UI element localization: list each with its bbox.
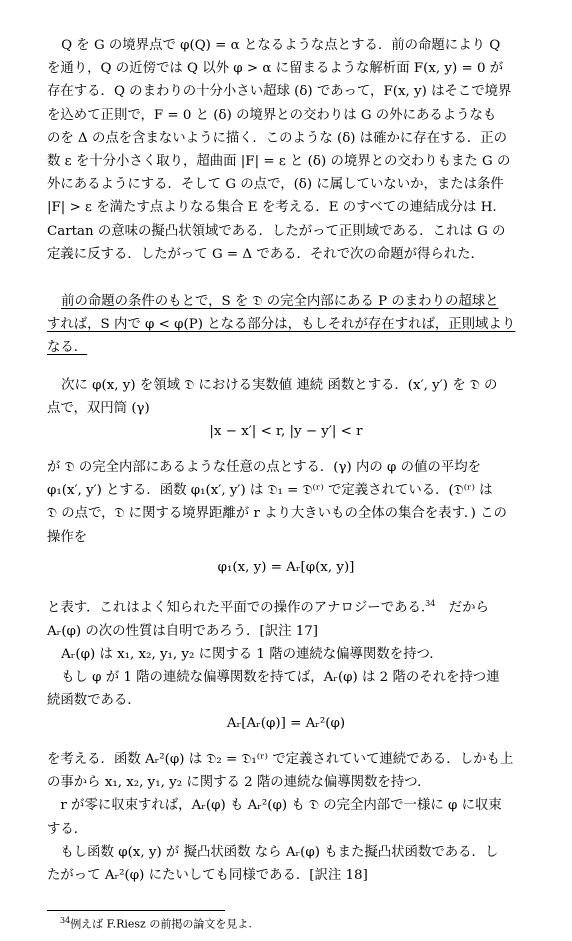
paragraph-3 bbox=[47, 456, 525, 549]
line: を考える．函数 Aᵣ²(φ) は 𝔇₂ = 𝔇₁⁽ʳ⁾ で定義されていて連続である．しかも上 bbox=[47, 752, 514, 767]
line: たがって Aᵣ²(φ) にたいしても同様である．[訳注 18] bbox=[47, 868, 368, 884]
line: 定義に反する．したがって G = Δ である．それで次の命題が得られた． bbox=[47, 246, 484, 262]
line: 𝔇 の点で，𝔇 に関する境界距離が r より大きいもの全体の集合を表す．) この bbox=[47, 506, 507, 522]
equation-square: Aᵣ[Aᵣ(φ)] = Aᵣ²(φ) bbox=[226, 716, 346, 731]
footnote-mark: 34 bbox=[425, 599, 436, 608]
line bbox=[47, 592, 525, 620]
line: Aᵣ(φ) の次の性質は自明であろう．[訳注 17] bbox=[47, 623, 319, 639]
line: する． bbox=[47, 821, 88, 837]
equation-operator: φ₁(x, y) = Aᵣ[φ(x, y)] bbox=[217, 560, 355, 575]
line: が 𝔇 の完全内部にあるような任意の点とする．(γ) 内の φ の値の平均を bbox=[47, 460, 481, 475]
theorem-line: 前の命題の条件のもとで，S を 𝔇 の完全内部にある P のまわりの超球と bbox=[61, 294, 499, 309]
line: 操作を bbox=[47, 529, 88, 545]
paragraph-2 bbox=[47, 374, 525, 420]
paragraph-4 bbox=[47, 592, 525, 712]
line: Q を G の境界点で φ(Q) = α となるような点とする．前の命題により Q bbox=[61, 38, 501, 53]
theorem-line: なる． bbox=[47, 340, 88, 356]
line: を込めて正則で，F = 0 と (δ) の境界との交わりは G の外にあるようなも bbox=[47, 107, 497, 123]
line-text: と表す．これはよく知られた平面での操作のアナロジーである. bbox=[47, 600, 426, 616]
line: 点で，双円筒 (γ) bbox=[47, 401, 150, 417]
equation-bicylinder: |x − x′| < r, |y − y′| < r bbox=[209, 424, 363, 439]
line: 次に φ(x, y) を領域 𝔇 における実数値 連続 函数とする．(x′, y′) を 𝔇 の bbox=[61, 378, 498, 393]
paragraph-1 bbox=[47, 34, 525, 266]
line: もし函数 φ(x, y) が 擬凸状函数 なら Aᵣ(φ) もまた擬凸状函数である．し bbox=[47, 844, 499, 860]
line: r が零に収束すれば，Aᵣ(φ) も Aᵣ²(φ) も 𝔇 の完全内部で一様に φ に収束 bbox=[47, 798, 502, 814]
line: 存在する．Q のまわりの十分小さい超球 (δ) であって，F(x, y) はそこで境界 bbox=[47, 84, 512, 100]
line: のを Δ の点を含まないように描く．このような (δ) は確かに存在する．正の bbox=[47, 130, 508, 146]
line: Cartan の意味の擬凸状領域である．したがって正則域である．これは G の bbox=[47, 223, 506, 239]
line: の事から x₁, x₂, y₁, y₂ に関する 2 階の連続な偏導関数を持つ． bbox=[47, 775, 431, 791]
line: 続函数である． bbox=[47, 693, 141, 709]
paragraph-5 bbox=[47, 748, 525, 887]
line: もし φ が 1 階の連続な偏導関数を持てば，Aᵣ(φ) は 2 階のそれを持つ連 bbox=[61, 670, 500, 686]
line: φ₁(x′, y′) とする．函数 φ₁(x′, y′) は 𝔇₁ = 𝔇⁽ʳ⁾ で定義されている．(𝔇⁽ʳ⁾ は bbox=[47, 483, 493, 499]
footnote bbox=[60, 913, 252, 933]
footnote-text: 例えば F.Riesz の前掲の論文を見よ. bbox=[70, 917, 252, 931]
line: Aᵣ(φ) は x₁, x₂, y₁, y₂ に関する 1 階の連続な偏導関数を持つ． bbox=[61, 646, 443, 662]
footnote-number: 34 bbox=[60, 916, 71, 925]
line-text: だから bbox=[435, 600, 489, 616]
line: |F| > ε を満たす点よりなる集合 E を考える．E のすべての連結成分は H. bbox=[47, 200, 497, 216]
line: 数 ε を十分小さく取り，超曲面 |F| = ε と (δ) の境界との交わりもまた G の bbox=[47, 154, 511, 170]
line: を通り，Q の近傍では Q 以外 φ > α に留まるような解析面 F(x, y) = 0 が bbox=[47, 61, 504, 77]
footnote-divider bbox=[47, 910, 225, 911]
theorem-statement bbox=[47, 290, 525, 360]
theorem-line: すれば，S 内で φ < φ(P) となる部分は，もしそれが存在すれば，正則域より bbox=[47, 317, 516, 333]
line: 外にあるようにする．そして G の点で，(δ) に属していないか，または条件 bbox=[47, 177, 504, 193]
